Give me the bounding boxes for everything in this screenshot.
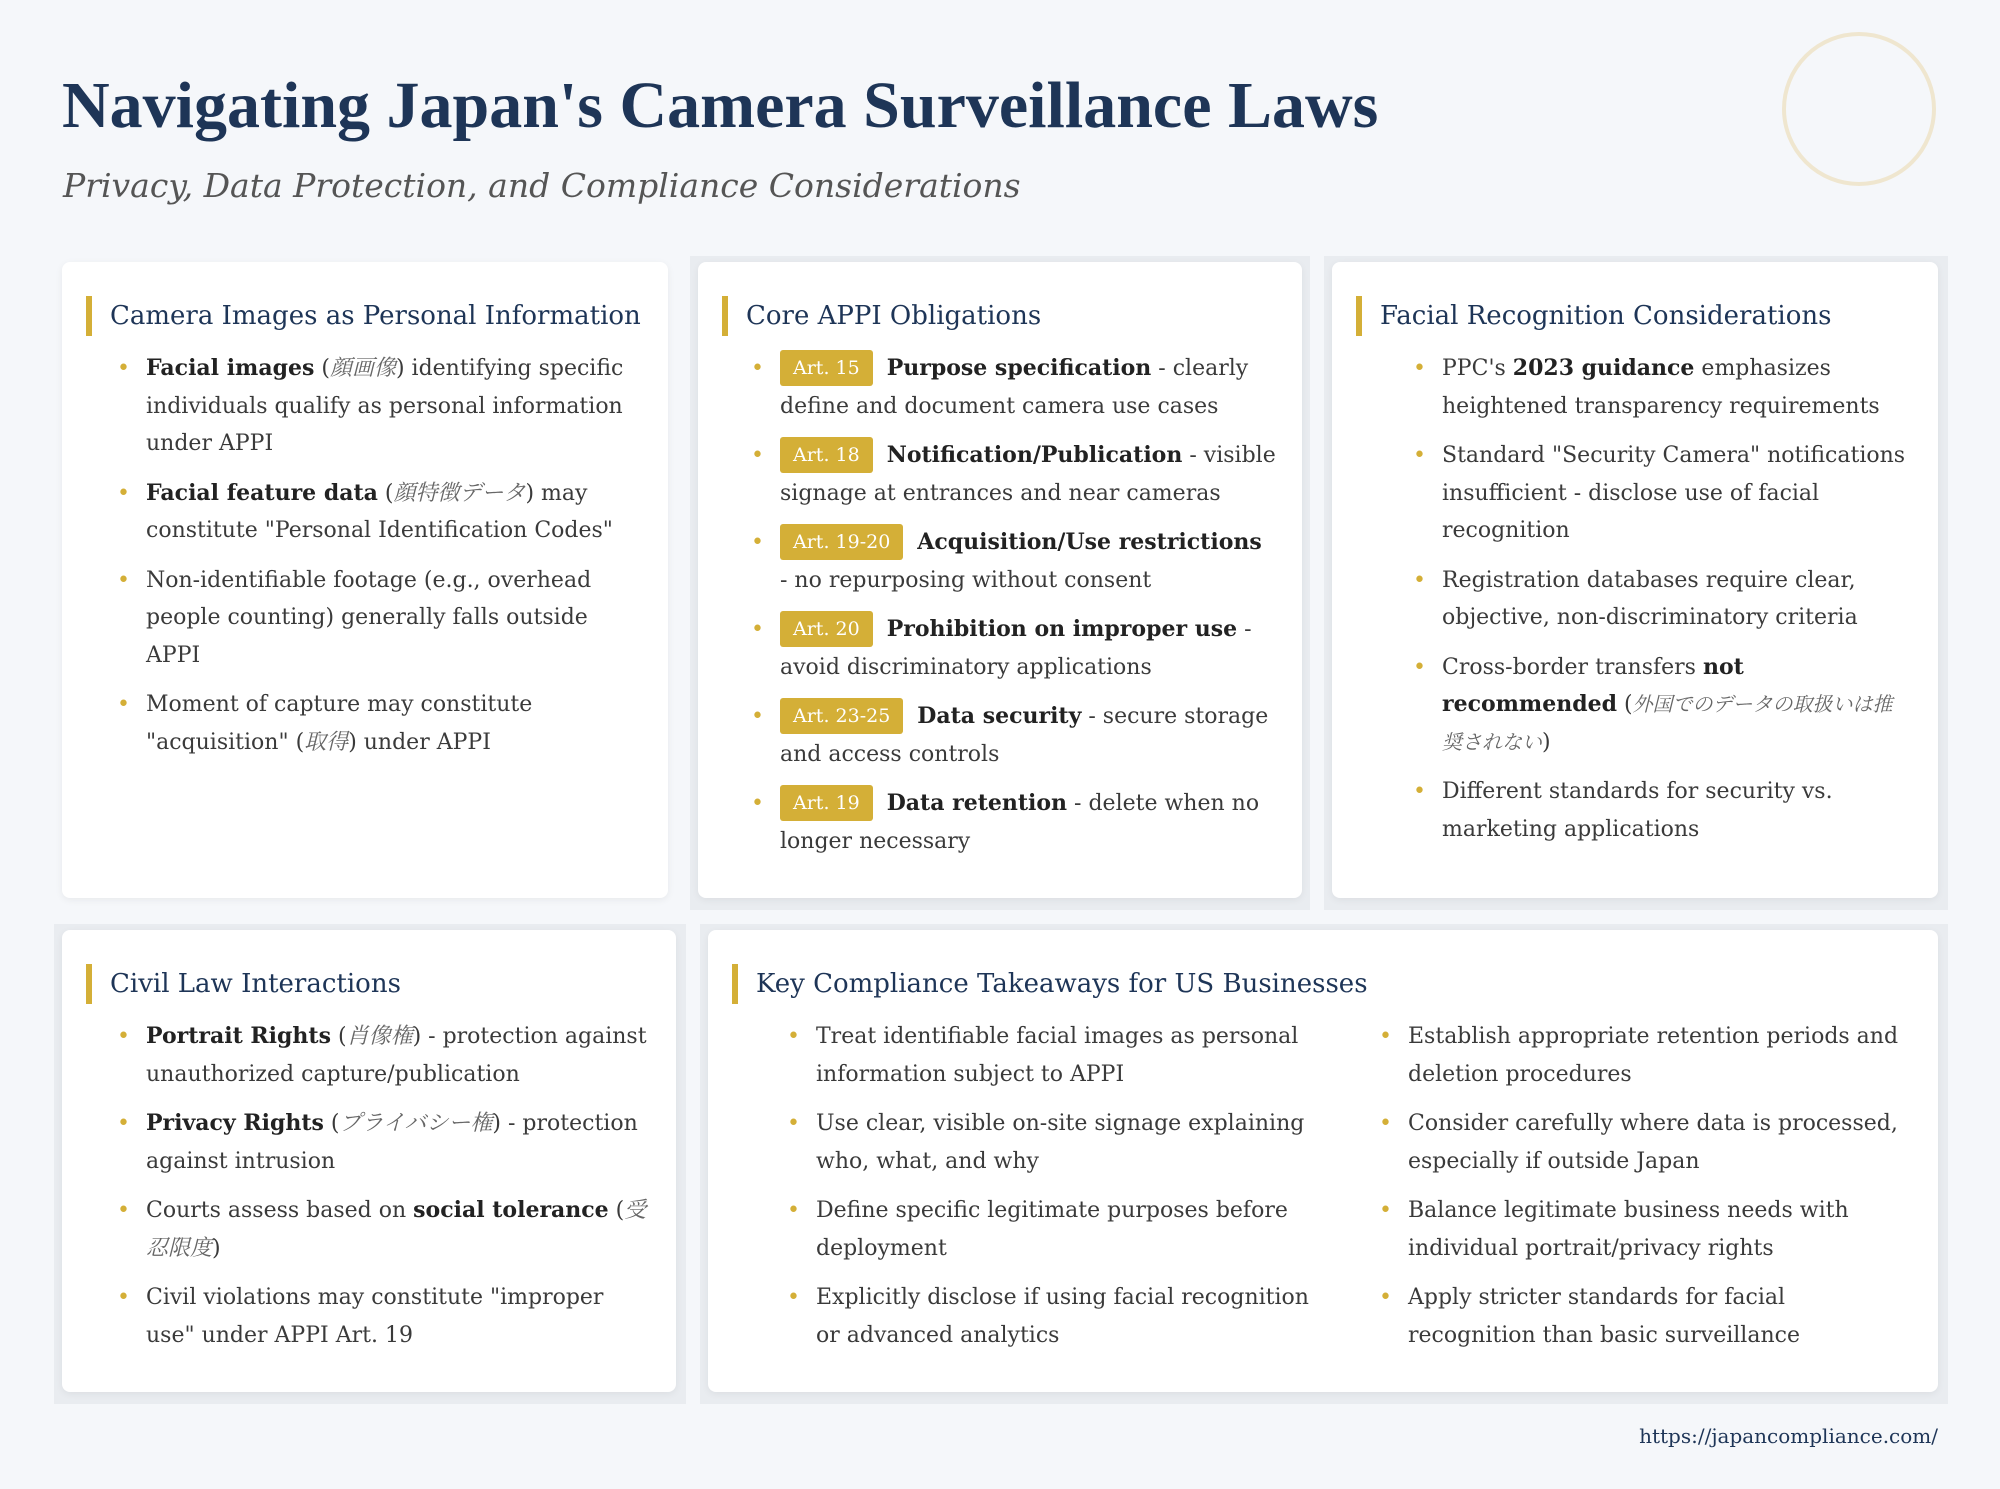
article-badge: Art. 19 bbox=[780, 785, 873, 821]
item-list bbox=[86, 1018, 654, 1354]
card-civil-law bbox=[62, 930, 676, 1392]
list-item: • Consider carefully where data is processed, especially if outside Japan bbox=[1408, 1105, 1916, 1180]
decorative-circle bbox=[1782, 32, 1936, 186]
card-facial-recognition bbox=[1332, 262, 1938, 898]
list-item: • Courts assess based on social tolerance (受忍限度) bbox=[146, 1192, 650, 1267]
list-item: • Standard "Security Camera" notifications insufficient - disclose use of facial recognition bbox=[1442, 437, 1912, 550]
card-core-appi bbox=[698, 262, 1302, 898]
list-item: • Art. 20 Prohibition on improper use - avoid discriminatory applications bbox=[780, 611, 1276, 686]
list-item: • Define specific legitimate purposes before deployment bbox=[816, 1192, 1324, 1267]
article-badge: Art. 18 bbox=[780, 437, 873, 473]
list-item: • Facial images (顔画像) identifying specific individuals qualify as personal information under APPI bbox=[146, 350, 642, 463]
list-item: • PPC's 2023 guidance emphasizes heightened transparency requirements bbox=[1442, 350, 1912, 425]
article-badge: Art. 15 bbox=[780, 350, 873, 386]
list-item: • Different standards for security vs. marketing applications bbox=[1442, 773, 1912, 848]
page-title: Navigating Japan's Camera Surveillance Laws bbox=[62, 69, 1379, 142]
list-item: • Art. 18 Notification/Publication - visible signage at entrances and near cameras bbox=[780, 437, 1276, 512]
item-list bbox=[1356, 350, 1916, 848]
list-item: • Apply stricter standards for facial recognition than basic surveillance bbox=[1408, 1279, 1916, 1354]
item-list bbox=[722, 350, 1280, 860]
list-item: • Facial feature data (顔特徴データ) may constitute "Personal Identification Codes" bbox=[146, 475, 642, 550]
takeaways-left-list bbox=[732, 1018, 1344, 1366]
list-item: • Art. 19 Data retention - delete when no longer necessary bbox=[780, 785, 1276, 860]
card-heading: Facial Recognition Considerations bbox=[1356, 296, 1916, 336]
takeaways-right-list bbox=[1344, 1018, 1916, 1366]
list-item: • Balance legitimate business needs with individual portrait/privacy rights bbox=[1408, 1192, 1916, 1267]
list-item: • Explicitly disclose if using facial recognition or advanced analytics bbox=[816, 1279, 1324, 1354]
takeaways-columns bbox=[732, 1018, 1916, 1366]
card-key-takeaways bbox=[708, 930, 1938, 1392]
card-camera-images bbox=[62, 262, 668, 898]
list-item: • Moment of capture may constitute "acquisition" (取得) under APPI bbox=[146, 686, 642, 761]
article-badge: Art. 20 bbox=[780, 611, 873, 647]
card-heading: Core APPI Obligations bbox=[722, 296, 1280, 336]
list-item: • Civil violations may constitute "improper use" under APPI Art. 19 bbox=[146, 1279, 650, 1354]
list-item: • Cross-border transfers not recommended (外国でのデータの取扱いは推奨されない) bbox=[1442, 649, 1912, 762]
list-item: • Art. 15 Purpose specification - clearly define and document camera use cases bbox=[780, 350, 1276, 425]
card-heading: Key Compliance Takeaways for US Businesses bbox=[732, 964, 1916, 1004]
card-heading: Camera Images as Personal Information bbox=[86, 296, 646, 336]
page-subtitle: Privacy, Data Protection, and Compliance Considerations bbox=[63, 166, 1021, 205]
list-item: • Use clear, visible on-site signage explaining who, what, and why bbox=[816, 1105, 1324, 1180]
list-item: • Art. 23-25 Data security - secure storage and access controls bbox=[780, 698, 1276, 773]
footer-url-link[interactable]: https://japancompliance.com/ bbox=[1639, 1424, 1938, 1448]
list-item: • Establish appropriate retention periods and deletion procedures bbox=[1408, 1018, 1916, 1093]
list-item: • Non-identifiable footage (e.g., overhead people counting) generally falls outside APPI bbox=[146, 562, 642, 675]
list-item: • Portrait Rights (肖像権) - protection against unauthorized capture/publication bbox=[146, 1018, 650, 1093]
list-item: • Registration databases require clear, objective, non-discriminatory criteria bbox=[1442, 562, 1912, 637]
list-item: • Art. 19-20 Acquisition/Use restrictions - no repurposing without consent bbox=[780, 524, 1276, 599]
article-badge: Art. 19-20 bbox=[780, 524, 903, 560]
list-item: • Privacy Rights (プライバシー権) - protection against intrusion bbox=[146, 1105, 650, 1180]
article-badge: Art. 23-25 bbox=[780, 698, 903, 734]
list-item: • Treat identifiable facial images as personal information subject to APPI bbox=[816, 1018, 1324, 1093]
item-list bbox=[86, 350, 646, 761]
card-heading: Civil Law Interactions bbox=[86, 964, 654, 1004]
